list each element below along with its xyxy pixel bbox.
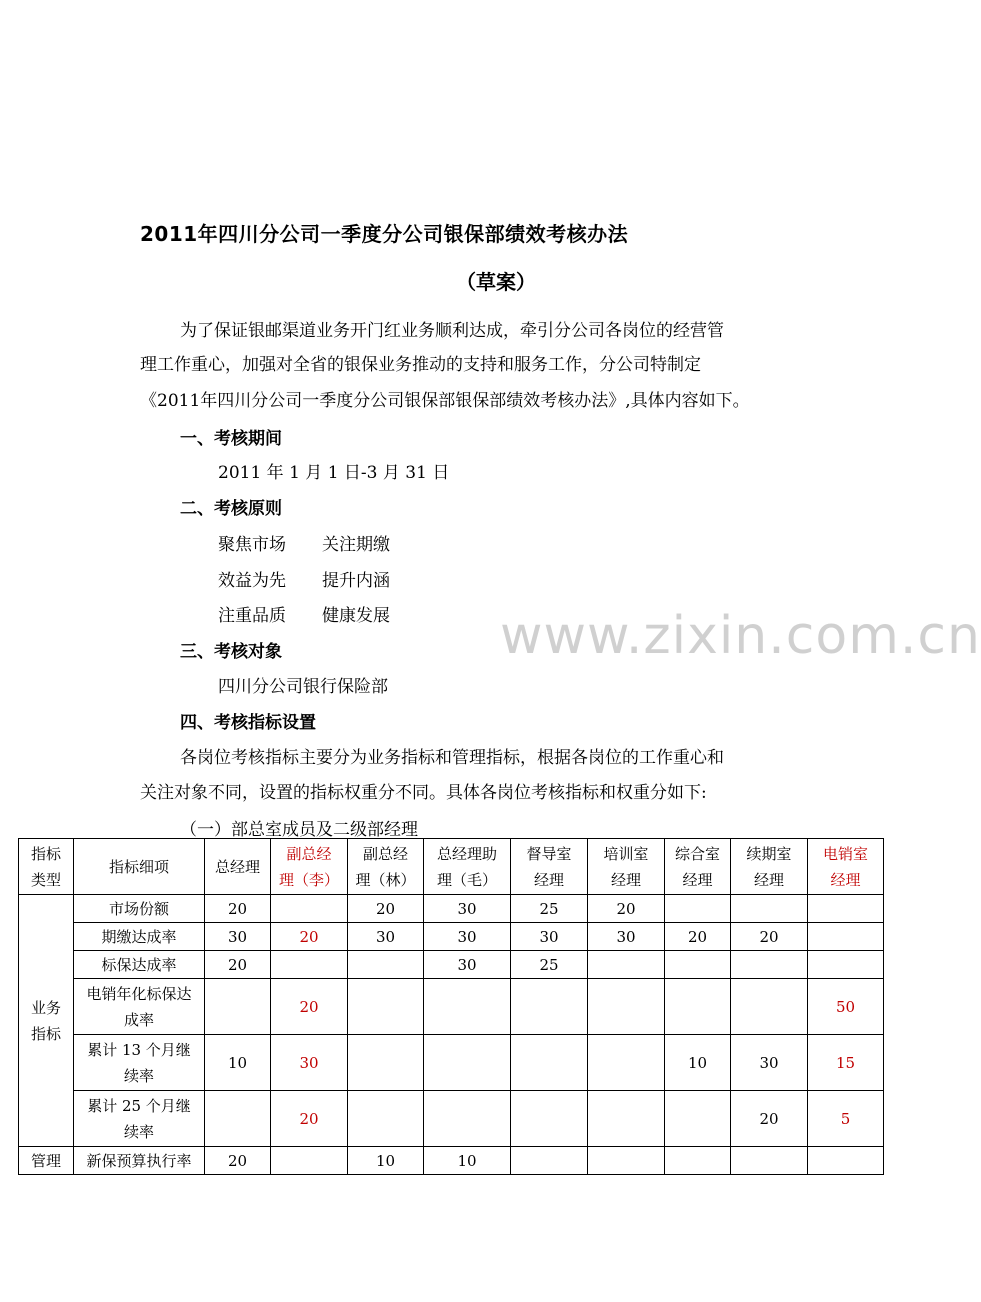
value-cell: 20 [205, 1147, 271, 1175]
table-row [19, 895, 884, 923]
value-cell [731, 979, 808, 1035]
value-cell [424, 979, 511, 1035]
value-cell: 30 [424, 951, 511, 979]
principle-row-3 [218, 601, 390, 626]
value-cell [731, 951, 808, 979]
value-cell [511, 1147, 588, 1175]
value-cell: 30 [731, 1035, 808, 1091]
table-row [19, 1035, 884, 1091]
header-cell: 总经理 [205, 839, 271, 895]
value-cell [731, 1147, 808, 1175]
header-cell: 副总经 理（林） [348, 839, 424, 895]
principle: 效益为先 [218, 571, 286, 591]
watermark: www.zixin.com.cn [500, 606, 981, 666]
value-cell: 30 [424, 923, 511, 951]
value-cell [588, 1091, 665, 1147]
value-cell [511, 979, 588, 1035]
group-business-cell: 业务 指标 [19, 895, 74, 1147]
value-cell: 30 [271, 1035, 348, 1091]
section-2-heading: 二、考核原则 [180, 499, 282, 519]
value-cell: 30 [348, 923, 424, 951]
value-cell [424, 1035, 511, 1091]
principle: 聚焦市场 [218, 535, 286, 555]
section-4-desc-2: 关注对象不同，设置的指标权重分不同。具体各岗位考核指标和权重分如下: [140, 783, 707, 803]
header-cell: 督导室 经理 [511, 839, 588, 895]
table-row [19, 1147, 884, 1175]
table-row [19, 923, 884, 951]
value-cell [588, 951, 665, 979]
value-cell: 30 [511, 923, 588, 951]
item-cell: 标保达成率 [74, 951, 205, 979]
header-cell: 指标 类型 [19, 839, 74, 895]
value-cell [731, 895, 808, 923]
value-cell [271, 951, 348, 979]
value-cell: 10 [665, 1035, 731, 1091]
value-cell [665, 1091, 731, 1147]
table-header-row [19, 839, 884, 895]
value-cell [808, 895, 884, 923]
value-cell [665, 895, 731, 923]
value-cell: 20 [271, 923, 348, 951]
value-cell: 10 [205, 1035, 271, 1091]
value-cell [271, 895, 348, 923]
value-cell [665, 979, 731, 1035]
value-cell: 25 [511, 895, 588, 923]
value-cell [665, 1147, 731, 1175]
value-cell: 10 [424, 1147, 511, 1175]
value-cell [424, 1091, 511, 1147]
value-cell: 20 [731, 1091, 808, 1147]
intro-line-3: 《2011年四川分公司一季度分公司银保部银保部绩效考核办法》,具体内容如下。 [140, 391, 750, 411]
item-cell: 累计 13 个月继 续率 [74, 1035, 205, 1091]
value-cell: 5 [808, 1091, 884, 1147]
section-4-desc-1: 各岗位考核指标主要分为业务指标和管理指标，根据各岗位的工作重心和 [180, 748, 724, 768]
value-cell: 25 [511, 951, 588, 979]
value-cell: 15 [808, 1035, 884, 1091]
value-cell: 30 [588, 923, 665, 951]
value-cell: 20 [271, 979, 348, 1035]
table-row [19, 979, 884, 1035]
value-cell: 50 [808, 979, 884, 1035]
value-cell: 20 [588, 895, 665, 923]
intro-line-1: 为了保证银邮渠道业务开门红业务顺利达成，牵引分公司各岗位的经营管 [180, 321, 724, 341]
header-cell: 指标细项 [74, 839, 205, 895]
assessment-target: 四川分公司银行保险部 [218, 677, 388, 697]
principle: 健康发展 [322, 606, 390, 626]
page-subtitle: （草案） [456, 270, 536, 294]
value-cell: 20 [665, 923, 731, 951]
value-cell: 20 [731, 923, 808, 951]
value-cell: 20 [205, 951, 271, 979]
value-cell: 10 [348, 1147, 424, 1175]
value-cell: 30 [424, 895, 511, 923]
value-cell [588, 1147, 665, 1175]
value-cell [205, 979, 271, 1035]
item-cell: 电销年化标保达 成率 [74, 979, 205, 1035]
header-cell: 电销室 经理 [808, 839, 884, 895]
value-cell [588, 1035, 665, 1091]
value-cell [205, 1091, 271, 1147]
value-cell [665, 951, 731, 979]
kpi-weight-table [18, 838, 884, 1175]
subsection-1-heading: （一）部总室成员及二级部经理 [180, 820, 418, 840]
value-cell [808, 1147, 884, 1175]
header-cell: 培训室 经理 [588, 839, 665, 895]
value-cell: 20 [271, 1091, 348, 1147]
header-cell: 综合室 经理 [665, 839, 731, 895]
value-cell [348, 1091, 424, 1147]
item-cell: 期缴达成率 [74, 923, 205, 951]
principle-row-2 [218, 566, 390, 591]
intro-line-2: 理工作重心，加强对全省的银保业务推动的支持和服务工作，分公司特制定 [140, 355, 701, 375]
value-cell [348, 1035, 424, 1091]
value-cell [348, 951, 424, 979]
group-management-cell: 管理 [19, 1147, 74, 1175]
header-cell: 续期室 经理 [731, 839, 808, 895]
principle: 提升内涵 [322, 571, 390, 591]
principle: 关注期缴 [322, 535, 390, 555]
item-cell: 市场份额 [74, 895, 205, 923]
principle: 注重品质 [218, 606, 286, 626]
assessment-period: 2011 年 1 月 1 日-3 月 31 日 [218, 463, 450, 483]
item-cell: 累计 25 个月继 续率 [74, 1091, 205, 1147]
value-cell [271, 1147, 348, 1175]
table-row [19, 951, 884, 979]
section-1-heading: 一、考核期间 [180, 429, 282, 449]
page-title: 2011年四川分公司一季度分公司银保部绩效考核办法 [140, 222, 629, 246]
table-row [19, 1091, 884, 1147]
value-cell [588, 979, 665, 1035]
value-cell [348, 979, 424, 1035]
item-cell: 新保预算执行率 [74, 1147, 205, 1175]
value-cell [808, 923, 884, 951]
value-cell [511, 1091, 588, 1147]
header-cell: 副总经 理（李） [271, 839, 348, 895]
header-cell: 总经理助 理（毛） [424, 839, 511, 895]
value-cell [808, 951, 884, 979]
section-4-heading: 四、考核指标设置 [180, 713, 316, 733]
section-3-heading: 三、考核对象 [180, 642, 282, 662]
value-cell: 20 [205, 895, 271, 923]
principle-row-1 [218, 530, 390, 555]
value-cell: 30 [205, 923, 271, 951]
value-cell [511, 1035, 588, 1091]
value-cell: 20 [348, 895, 424, 923]
